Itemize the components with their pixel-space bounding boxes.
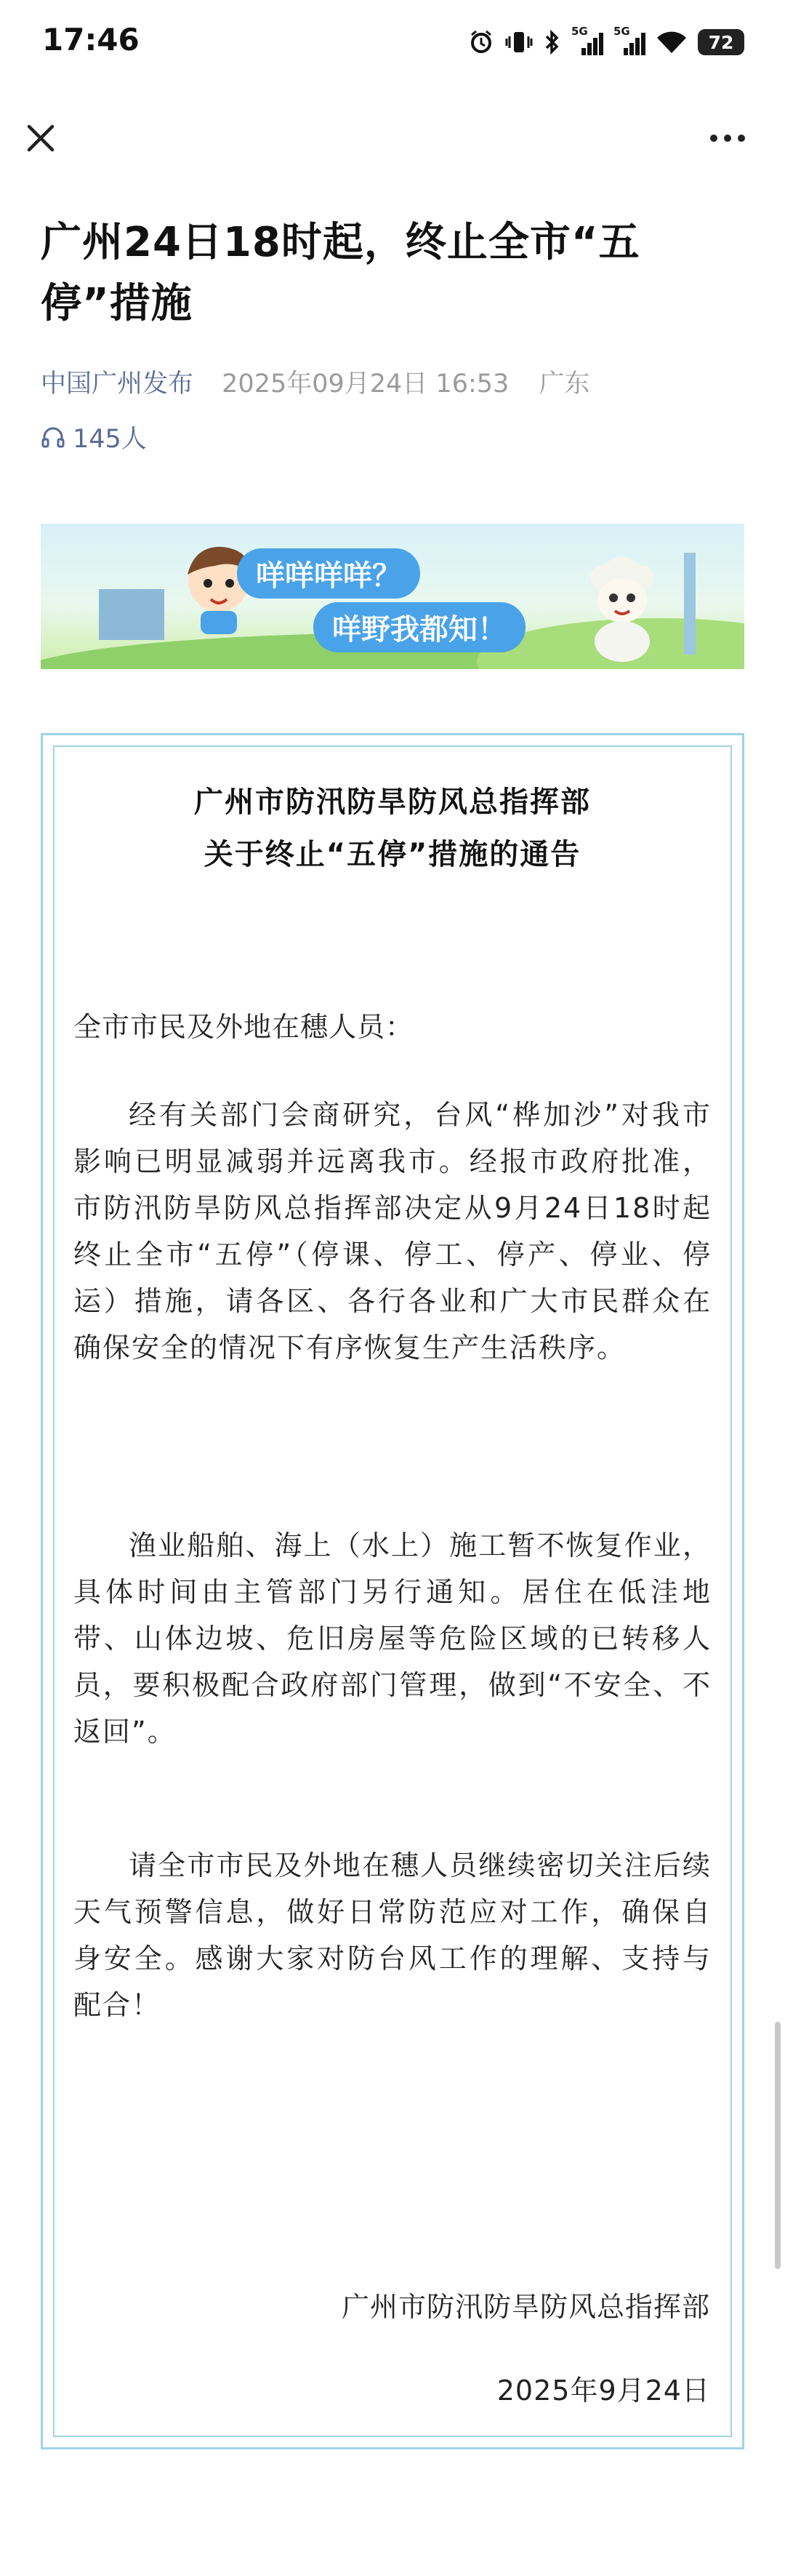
- publish-location: 广东: [539, 369, 590, 399]
- notice-title-line-1: 广州市防汛防旱防风总指挥部: [194, 785, 591, 819]
- notice-paragraph-2: 渔业船舶、海上（水上）施工暂不恢复作业，具体时间由主管部门另行通知。居住在低洼地带、山体边坡、危旧房屋等危险区域的已转移人员，要积极配合政府部门管理，做到“不安全、不返回”。: [73, 1529, 712, 1748]
- more-button[interactable]: [702, 118, 753, 159]
- bluetooth-icon: [544, 29, 561, 55]
- alarm-icon: [468, 29, 494, 55]
- signal-1-icon: [571, 25, 603, 57]
- banner-text-2: 咩野我都知！: [313, 602, 526, 652]
- notice-title-line-2: 关于终止“五停”措施的通告: [204, 838, 581, 871]
- notice-paragraph-3: 请全市市民及外地在穗人员继续密切关注后续天气预警信息，做好日常防范应对工作，确保自身安全。感谢大家对防台风工作的理解、支持与配合！: [73, 1849, 712, 2021]
- article-meta: [41, 364, 589, 400]
- network-label-2: 5G: [613, 25, 630, 38]
- more-icon: [710, 135, 717, 142]
- notice-signature-date: 2025年9月24日: [496, 2375, 710, 2407]
- notice-paragraph-1: 经有关部门会商研究，台风“桦加沙”对我市影响已明显减弱并远离我市。经报市政府批准，市防汛防旱防风总指挥部决定从9月24日18时起终止全市“五停”（停课、停工、停产、停业、停运）措施，请各区、各行各业和广大市民群众在确保安全的情况下有序恢复生产生活秩序。: [73, 1099, 712, 1364]
- page-scrollbar[interactable]: [775, 2022, 781, 2269]
- status-icons: [468, 25, 744, 60]
- battery-indicator: 72: [698, 29, 744, 55]
- notice-greeting: 全市市民及外地在穗人员：: [73, 1011, 414, 1043]
- vibrate-icon: [504, 29, 534, 55]
- notice-signature-org: 广州市防汛防旱防风总指挥部: [341, 2291, 710, 2323]
- cartoon-sheep-icon: [579, 553, 666, 662]
- wifi-icon: [656, 29, 688, 55]
- network-label-1: 5G: [571, 25, 588, 38]
- banner-building-graphic: [99, 589, 164, 640]
- banner-text-1: 咩咩咩咩？: [237, 548, 420, 599]
- article-title: 广州24日18时起，终止全市“五停”措施: [41, 219, 640, 327]
- account-name-link[interactable]: 中国广州发布: [41, 369, 194, 399]
- listen-count[interactable]: [41, 419, 147, 455]
- publish-datetime: 2025年09月24日 16:53: [222, 369, 510, 399]
- top-nav: [0, 102, 785, 175]
- headphones-icon: [41, 425, 65, 449]
- status-time: 17:46: [42, 22, 140, 57]
- notice-frame: [41, 733, 744, 2449]
- close-icon: [20, 118, 61, 159]
- close-button[interactable]: [20, 118, 61, 159]
- banner-tower-graphic: [684, 553, 696, 655]
- article-banner: [41, 524, 744, 669]
- status-bar: [0, 0, 785, 87]
- listener-count: 145人: [73, 425, 147, 454]
- signal-2-icon: [613, 25, 645, 57]
